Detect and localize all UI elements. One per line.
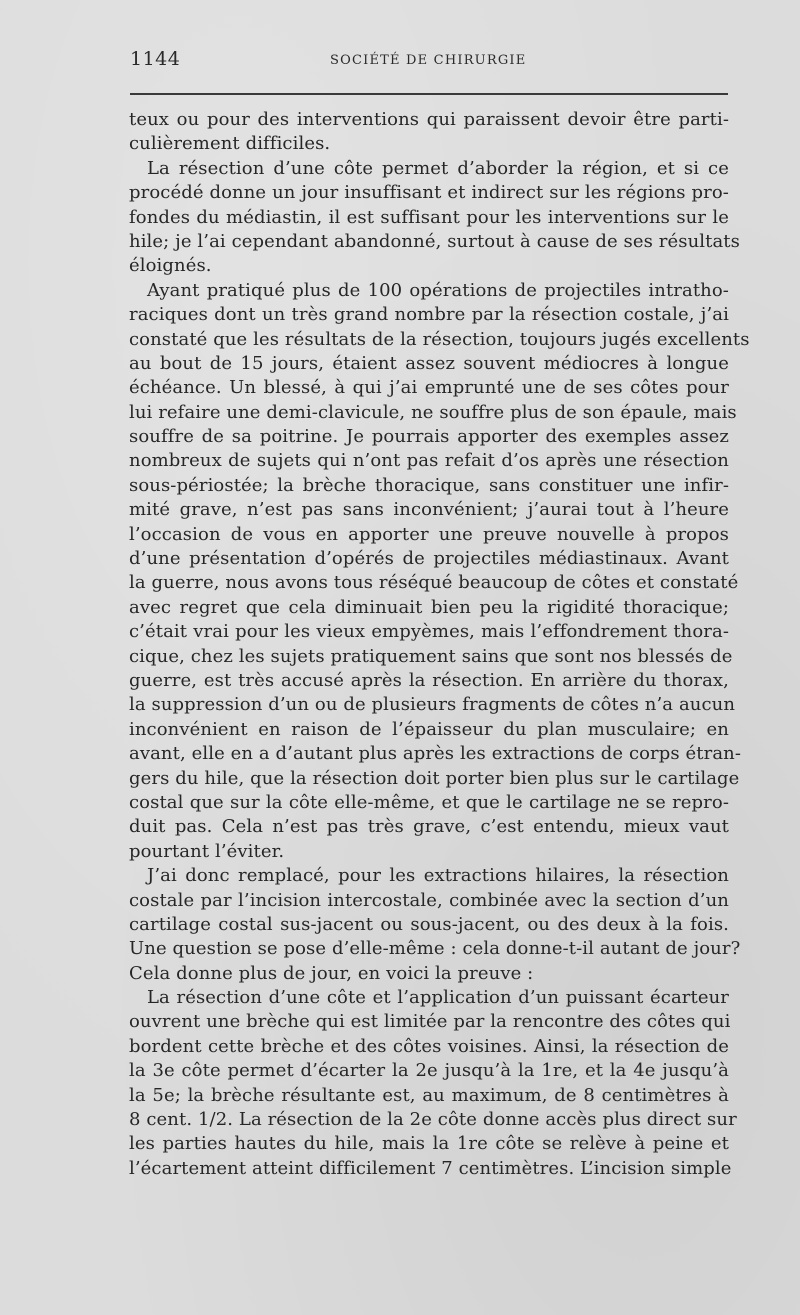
text-line: Ayant pratiqué plus de 100 opérations de projectiles intratho- [147,279,729,301]
text-line: guerre, est très accusé après la résection. En arrière du thorax, [129,669,729,691]
running-title: SOCIÉTÉ DE CHIRURGIE [330,53,527,68]
text-line: La résection d’une côte et l’application d’un puissant écarteur [147,987,729,1009]
body-text [129,108,750,1181]
text-line: échéance. Un blessé, à qui j’ai emprunté une de ses côtes pour [129,377,729,399]
text-line: l’occasion de vous en apporter une preuve nouvelle à propos [129,523,729,545]
text-line: la 3e côte permet d’écarter la 2e jusqu’à la 1re, et la 4e jusqu’à [129,1060,729,1082]
text-line: Une question se pose d’elle-même : cela donne-t-il autant de jour? [129,938,741,960]
text-line: gers du hile, que la résection doit porter bien plus sur le cartilage [129,767,740,789]
text-line: teux ou pour des interventions qui paraissent devoir être parti- [129,109,729,130]
text-line: l’écartement atteint difficilement 7 centimètres. L’incision simple [129,1157,732,1179]
text-line: mité grave, n’est pas sans inconvénient; j’aurai tout à l’heure [129,499,729,521]
text-line: au bout de 15 jours, étaient assez souvent médiocres à longue [129,352,729,374]
text-line: constaté que les résultats de la résection, toujours jugés excellents [129,328,750,350]
text-line: fondes du médiastin, il est suffisant pour les interventions sur le [129,206,729,228]
text-line: La résection d’une côte permet d’aborder la région, et si ce [147,157,729,179]
text-line: la 5e; la brèche résultante est, au maximum, de 8 centimètres à [129,1084,729,1106]
text-line: raciques dont un très grand nombre par la résection costale, j’ai [129,304,729,326]
page-number: 1144 [130,48,181,70]
text-line: lui refaire une demi-clavicule, ne souffre plus de son épaule, mais [129,401,737,423]
text-line: inconvénient en raison de l’épaisseur du plan musculaire; en [129,718,729,740]
text-line: les parties hautes du hile, mais la 1re côte se relève à peine et [129,1133,729,1155]
text-line: c’était vrai pour les vieux empyèmes, mais l’effondrement thora- [129,621,729,643]
text-line: costale par l’incision intercostale, combinée avec la section d’un [129,889,729,911]
text-line: avant, elle en a d’autant plus après les extractions de corps étran- [129,743,742,765]
text-line: avec regret que cela diminuait bien peu la rigidité thoracique; [129,596,729,618]
text-line: nombreux de sujets qui n’ont pas refait d’os après une résection [129,450,729,472]
text-line: procédé donne un jour insuffisant et indirect sur les régions pro- [129,182,729,204]
text-line: bordent cette brèche et des côtes voisines. Ainsi, la résection de [129,1035,729,1057]
text-line: culièrement difficiles. [129,133,331,155]
text-line: hile; je l’ai cependant abandonné, surtout à cause de ses résultats [129,230,740,252]
text-line: la suppression d’un ou de plusieurs fragments de côtes n’a aucun [129,694,736,716]
text-line: pourtant l’éviter. [129,840,285,862]
page-header [130,48,728,72]
header-rule [130,93,728,95]
text-line: souffre de sa poitrine. Je pourrais apporter des exemples assez [129,426,729,448]
text-line: cartilage costal sus-jacent ou sous-jacent, ou des deux à la fois. [129,913,729,935]
text-line: ouvrent une brèche qui est limitée par la rencontre des côtes qui [129,1011,731,1033]
text-line: d’une présentation d’opérés de projectiles médiastinaux. Avant [129,548,729,570]
text-line: costal que sur la côte elle-même, et que le cartilage ne se repro- [129,791,729,813]
text-line: cique, chez les sujets pratiquement sains que sont nos blessés de [129,645,733,667]
text-line: sous-périostée; la brèche thoracique, sans constituer une infir- [129,474,729,496]
text-line: duit pas. Cela n’est pas très grave, c’est entendu, mieux vaut [129,816,729,838]
text-line: éloignés. [129,255,212,277]
text-line: 8 cent. 1/2. La résection de la 2e côte donne accès plus direct sur [129,1109,737,1131]
text-line: Cela donne plus de jour, en voici la preuve : [129,962,534,984]
text-line: J’ai donc remplacé, pour les extractions hilaires, la résection [147,865,729,887]
text-line: la guerre, nous avons tous réséqué beaucoup de côtes et constaté [129,572,739,594]
